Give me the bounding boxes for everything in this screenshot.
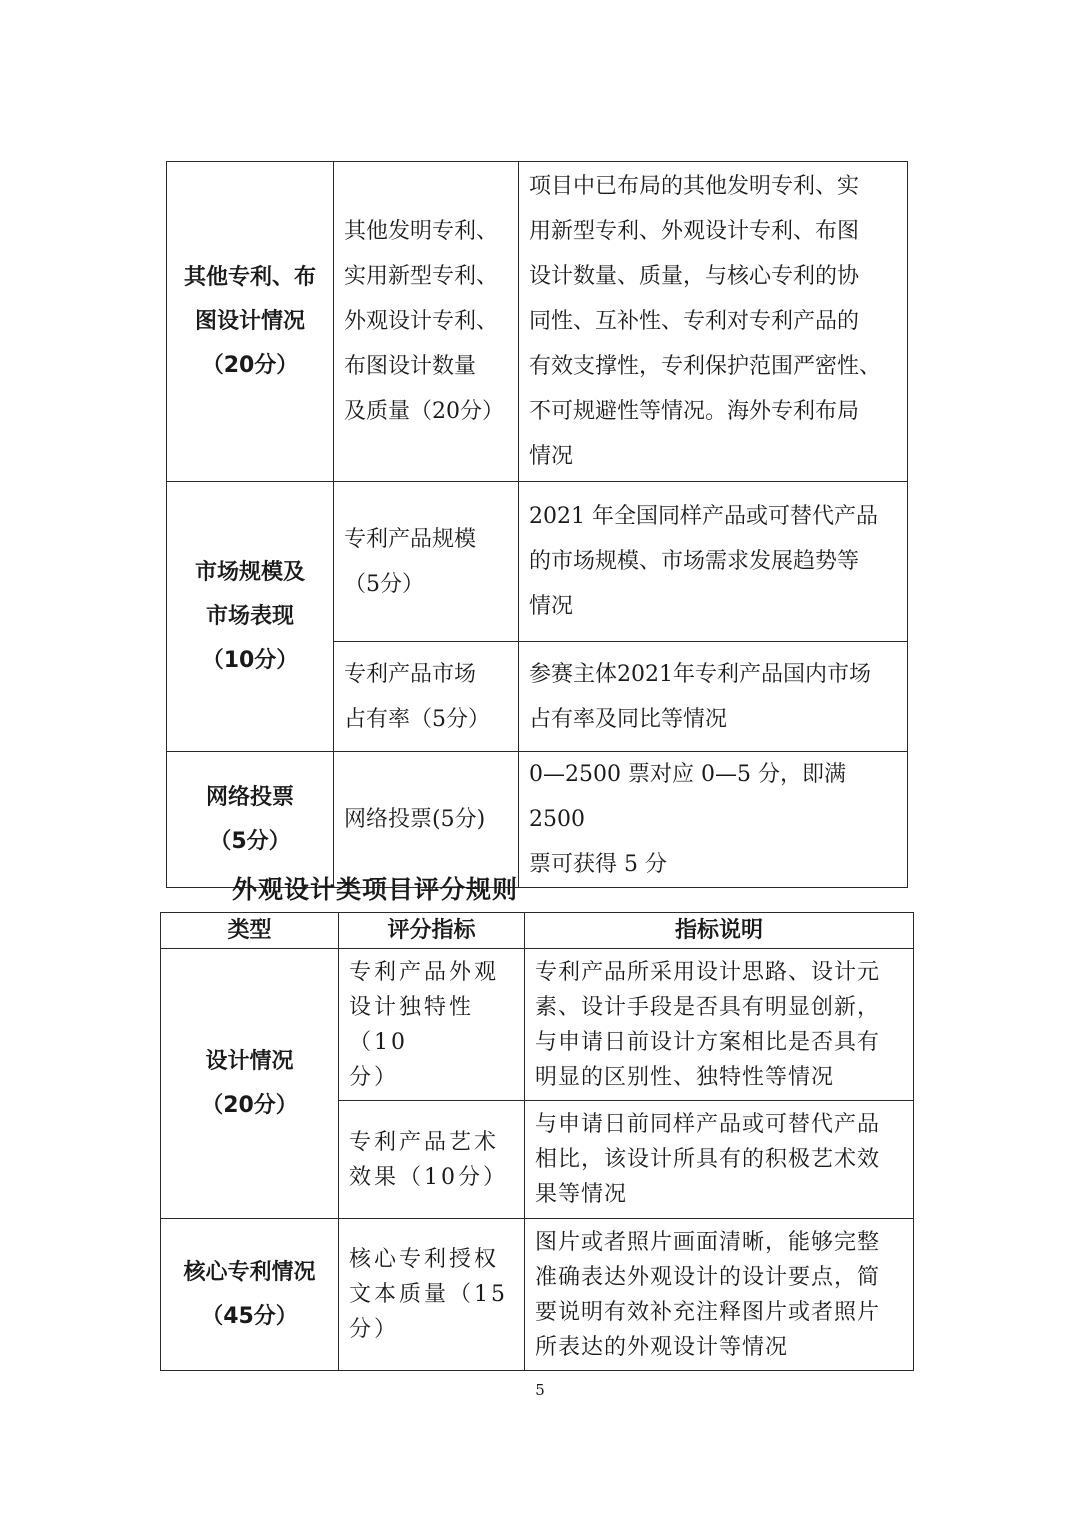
section-title: 外观设计类项目评分规则 [232,875,519,904]
column-header-indicator: 评分指标 [339,913,525,949]
table-row [167,752,908,888]
table-row [167,162,908,482]
description-cell [519,752,908,888]
description-cell [519,162,908,482]
description-line: 准确表达外观设计的设计要点，简 [535,1264,881,1290]
category-cell [167,482,334,752]
table-header-row [161,913,914,949]
description-line: 相比，该设计所具有的积极艺术效 [535,1147,881,1172]
indicator-line: 实用新型专利、 [344,264,499,289]
description-cell [519,642,908,752]
description-cell [525,1219,914,1371]
description-line: 要说明有效补充注释图片或者照片 [535,1299,881,1325]
category-line: 图设计情况 [194,308,305,334]
category-line: （5分） [209,828,291,854]
indicator-cell [339,949,525,1101]
table-row [167,482,908,642]
description-line: 所表达的外观设计等情况 [535,1334,789,1360]
description-line: 票可获得 5 分 [529,852,667,877]
category-line: 其他专利、布 [183,264,316,290]
indicator-line: 分） [349,1317,400,1342]
category-cell [161,1219,339,1371]
scoring-table-continued [166,161,908,888]
description-line: 情况 [529,594,574,619]
description-cell [525,1101,914,1219]
category-line: （20分） [201,352,299,378]
description-line: 同性、互补性、专利对专利产品的 [529,309,860,334]
description-line: 占有率及同比等情况 [529,706,728,732]
indicator-line: 布图设计数量 [344,354,477,379]
description-line: 2021 年全国同样产品或可替代产品 [529,504,878,529]
indicator-line: 网络投票(5分) [344,807,486,832]
description-line: 项目中已布局的其他发明专利、实 [529,174,860,199]
description-cell [525,949,914,1101]
indicator-line: 核心专利授权 [349,1247,500,1272]
indicator-line: 效果（10分） [349,1164,508,1190]
category-line: （45分） [201,1303,298,1329]
category-cell [161,949,339,1219]
indicator-line: 文本质量（15 [349,1282,508,1307]
indicator-line: 专利产品规模 [344,526,477,552]
description-line: 设计数量、质量，与核心专利的协 [529,264,860,289]
column-header-type: 类型 [161,913,339,949]
description-line: 不可规避性等情况。海外专利布局 [529,399,860,424]
indicator-cell [334,752,519,888]
indicator-line: 专利产品外观 [349,959,500,985]
indicator-cell [339,1101,525,1219]
indicator-line: （5分） [344,571,424,597]
description-line: 参赛主体2021年专利产品国内市场 [529,661,871,687]
indicator-line: 设计独特性（10 [349,994,475,1055]
category-line: （20分） [201,1092,298,1118]
description-line: 图片或者照片画面清晰，能够完整 [535,1229,881,1255]
design-scoring-table [160,912,914,1371]
description-cell [519,482,908,642]
indicator-cell [334,482,519,642]
description-line: 情况 [529,444,574,469]
description-line: 的市场规模、市场需求发展趋势等 [529,549,860,574]
category-line: 市场规模及 [194,559,305,585]
indicator-line: 及质量（20分） [344,399,504,424]
indicator-line: 其他发明专利、 [344,219,499,244]
page-number: 5 [535,1381,545,1399]
description-line: 0—2500 票对应 0—5 分，即满 2500 [529,762,846,832]
category-line: 设计情况 [205,1048,294,1074]
category-cell [167,752,334,888]
indicator-cell [334,642,519,752]
indicator-line: 专利产品艺术 [349,1129,500,1155]
table-row [161,1219,914,1371]
description-line: 与申请日前同样产品或可替代产品 [535,1112,881,1137]
description-line: 专利产品所采用设计思路、设计元 [535,959,881,985]
description-line: 有效支撑性，专利保护范围严密性、 [529,354,882,379]
indicator-line: 专利产品市场 [344,661,477,687]
description-line: 素、设计手段是否具有明显创新， [535,994,881,1020]
column-header-description: 指标说明 [525,913,914,949]
description-line: 明显的区别性、独特性等情况 [535,1064,835,1090]
indicator-cell [339,1219,525,1371]
description-line: 与申请日前设计方案相比是否具有 [535,1029,881,1055]
category-line: 市场表现 [205,603,294,629]
indicator-cell [334,162,519,482]
indicator-line: 外观设计专利、 [344,309,499,334]
category-line: （10分） [201,647,299,673]
category-line: 核心专利情况 [183,1259,316,1285]
table-row [161,949,914,1101]
description-line: 果等情况 [535,1182,628,1207]
category-cell [167,162,334,482]
indicator-line: 占有率（5分） [344,706,490,732]
indicator-line: 分） [349,1064,400,1090]
description-line: 用新型专利、外观设计专利、布图 [529,219,860,244]
category-line: 网络投票 [205,784,294,810]
